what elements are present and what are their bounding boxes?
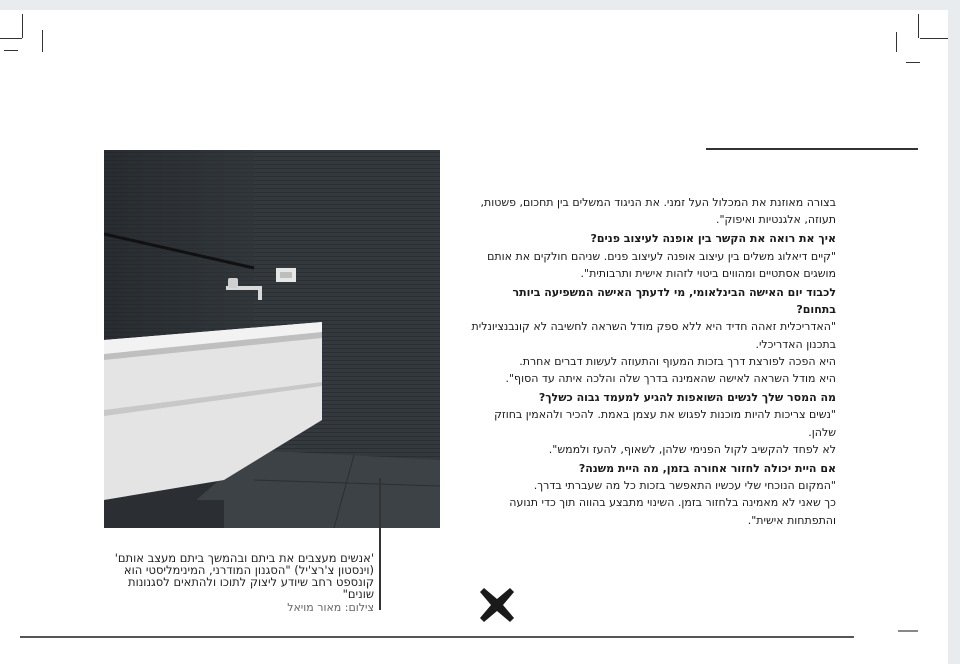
article-paragraph: היא מודל השראה לאישה שהאמינה בדרך שלה והלכה איתה עד הסוף". (505, 372, 836, 386)
crop-mark-top-right-v2 (896, 32, 897, 52)
article-paragraph: כך שאני לא מאמינה בלחזור בזמן. השינוי מתבצע בהווה תוך כדי תנועה והתפתחות אישית". (509, 496, 836, 527)
article-paragraph: "נשים צריכות להיות מוכנות לפגוש את עצמן באמת. להכיר ולהאמין בחוזק שלהן. (494, 408, 836, 439)
bottom-rule (20, 636, 854, 638)
crop-mark-top-left-h2 (4, 50, 18, 51)
bathroom-photo (104, 150, 440, 528)
article-paragraph: היא הפכה לפורצת דרך בזכות המעוף והתעוזה לעשות דברים אחרת. (519, 354, 836, 368)
interview-question: איך את רואה את הקשר בין אופנה לעיצוב פנים? (590, 232, 836, 246)
crop-mark-top-left-v2 (42, 30, 43, 52)
caption-divider (379, 478, 381, 610)
article-paragraph: "האדריכלית זאהה חדיד היא ללא ספק מודל השראה לחשיבה לא קונבנציונלית בתכנון האדריכלי. (471, 320, 836, 351)
light-switch-icon (276, 268, 296, 282)
top-rule (706, 148, 918, 150)
article-paragraph: בצורה מאוזנת את המכלול העל זמני. את הניגוד המשלים בין תחכום, פשטות, תעוזה, אלגנטיות ואיפוק". (480, 196, 836, 227)
crop-mark-top-left-v (22, 14, 23, 38)
article-paragraph: לא לפחד להקשיב לקול הפנימי שלהן, לשאוף, להעז ולממש". (548, 442, 836, 456)
crop-mark-top-left (0, 38, 22, 39)
crop-mark-top-right-v (918, 14, 919, 38)
interview-question: לכבוד יום האישה הבינלאומי, מי לדעתך האישה המשפיעה ביותר בתחום? (512, 286, 836, 317)
article-body (470, 194, 836, 529)
crop-mark-bottom-right (898, 630, 918, 632)
interview-question: אם היית יכולה לחזור אחורה בזמן, מה היית משנה? (578, 462, 836, 476)
crop-mark-top-right (920, 38, 948, 39)
crop-mark-top-right-h2 (906, 62, 920, 63)
article-paragraph: "קיים דיאלוג משלים בין עיצוב אופנה לעיצוב פנים. שניהם חולקים את אותם מושגים אסתטיים ומהווים ביטוי לזהות אישית ותרבותית". (487, 249, 836, 280)
article-paragraph: "המקום הנוכחי שלי עכשיו התאפשר בזכות כל מה שעברתי בדרך. (533, 479, 836, 493)
photo-credit: צילום: מאור מויאל (287, 601, 374, 614)
interview-question: מה המסר שלך לנשים השואפות להגיע למעמד גבוה כשלך? (538, 391, 836, 405)
photo-caption: 'אנשים מעצבים את ביתם ובהמשך ביתם מעצב אותם' (וינסטון צ'רצ'יל) "הסגנון המודרני, המינימליסטי הוא קונספט רחב שיודע ליצוק לתוכו ולהתאים לסגנונות שונים" (114, 551, 374, 601)
x-mark-icon (480, 588, 514, 622)
